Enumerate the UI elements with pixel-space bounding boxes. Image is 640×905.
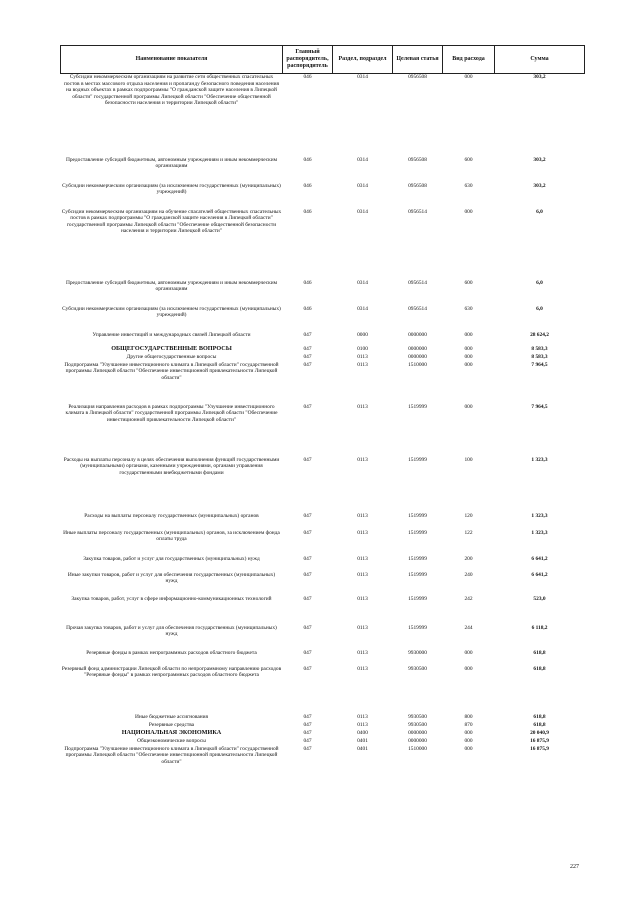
cell-sum: 303,2 [533, 156, 546, 163]
cell-target: 0956508 [408, 74, 427, 80]
cell-target: 0956508 [408, 156, 427, 163]
cell-admin: 047 [303, 571, 312, 578]
cell-section: 0314 [357, 208, 368, 215]
table-row [61, 332, 585, 346]
cell-admin: 047 [303, 729, 312, 736]
cell-admin: 047 [303, 353, 312, 360]
cell-section: 0113 [357, 403, 368, 410]
cell-expense: 244 [464, 624, 473, 631]
cell-expense: 000 [464, 208, 473, 215]
cell-sum: 16 875,9 [530, 737, 549, 744]
cell-target: 0000000 [408, 353, 427, 360]
cell-expense: 000 [464, 361, 473, 368]
cell-admin: 047 [303, 745, 312, 752]
cell-name: ОБЩЕГОСУДАРСТВЕННЫЕ ВОПРОСЫ [111, 344, 232, 352]
cell-target: 0000000 [408, 331, 427, 338]
cell-sum: 6 118,2 [531, 624, 548, 631]
cell-name: Субсидии некоммерческим организациям (за исключением государственных (муниципальных) учреждений) [62, 305, 281, 319]
header-sum: Сумма [495, 46, 585, 74]
table-row [61, 714, 585, 722]
table-row [61, 572, 585, 596]
cell-section: 0314 [357, 182, 368, 189]
page-number: 227 [570, 864, 579, 870]
cell-sum: 6,0 [536, 279, 543, 286]
cell-sum: 1 323,3 [531, 456, 548, 463]
cell-name: Субсидии некоммерческим организациям (за исключением государственных (муниципальных) учреждений) [62, 182, 281, 196]
cell-sum: 618,8 [533, 665, 546, 672]
cell-section: 0113 [357, 721, 368, 728]
table-row [61, 746, 585, 792]
cell-sum: 618,8 [533, 649, 546, 656]
table-row [61, 209, 585, 280]
cell-name: Расходы на выплаты персоналу государственных (муниципальных) органов [84, 512, 259, 519]
cell-sum: 303,2 [533, 182, 546, 189]
cell-target: 0000000 [408, 729, 427, 736]
table-row [61, 157, 585, 183]
cell-expense: 100 [464, 456, 473, 463]
cell-sum: 303,2 [533, 74, 546, 80]
cell-admin: 047 [303, 512, 312, 519]
cell-sum: 1 323,3 [531, 512, 548, 519]
table-row [61, 666, 585, 714]
cell-name: Прочая закупка товаров, работ и услуг для обеспечения государственных (муниципальных) нужд [66, 624, 277, 638]
cell-sum: 6 641,2 [531, 571, 548, 578]
cell-section: 0314 [357, 156, 368, 163]
cell-expense: 240 [464, 571, 473, 578]
cell-expense: 000 [464, 353, 473, 360]
header-name: Наименование показателя [61, 46, 283, 74]
cell-expense: 870 [464, 721, 473, 728]
cell-section: 0113 [357, 571, 368, 578]
cell-section: 0113 [357, 555, 368, 562]
table-row [61, 306, 585, 332]
cell-section: 0113 [357, 529, 368, 536]
cell-name: Иные выплаты персоналу государственных (муниципальных) органов, за исключением фонда оплаты труда [63, 529, 280, 543]
cell-target: 9930000 [408, 649, 427, 656]
table-row [61, 650, 585, 666]
table-row [61, 404, 585, 457]
cell-admin: 046 [303, 208, 312, 215]
cell-expense: 630 [464, 182, 473, 189]
cell-section: 0400 [357, 729, 368, 736]
cell-section: 0401 [357, 737, 368, 744]
cell-target: 0956514 [408, 208, 427, 215]
cell-admin: 047 [303, 331, 312, 338]
cell-section: 0100 [357, 345, 368, 352]
cell-target: 0000000 [408, 737, 427, 744]
table-row [61, 183, 585, 209]
cell-admin: 047 [303, 529, 312, 536]
cell-expense: 000 [464, 745, 473, 752]
table-row [61, 457, 585, 513]
cell-section: 0000 [357, 331, 368, 338]
cell-admin: 047 [303, 456, 312, 463]
cell-section: 0401 [357, 745, 368, 752]
cell-name: Расходы на выплаты персоналу в целях обеспечения выполнения функций государственными (муниципальными) органами, казенными учреждениями, органами управления государственными внебюджетными фондами [63, 456, 280, 476]
cell-admin: 046 [303, 182, 312, 189]
cell-section: 0113 [357, 361, 368, 368]
cell-target: 1510000 [408, 361, 427, 368]
table-row [61, 625, 585, 650]
cell-name: Закупка товаров, работ и услуг для государственных (муниципальных) нужд [83, 555, 260, 562]
cell-name: Подпрограмма "Улучшение инвестиционного климата в Липецкой области" государственной программы Липецкой области "Обеспечение инвестиционной привлекательности Липецкой области" [64, 361, 279, 381]
table-row [61, 346, 585, 354]
cell-expense: 242 [464, 595, 473, 602]
cell-name: Резервный фонд администрации Липецкой области по непрограммному направлению расходов "Резервные фонды" в рамках непрограммных расходов областного бюджета [61, 665, 282, 679]
cell-expense: 000 [464, 737, 473, 744]
cell-name: Субсидии некоммерческим организациям на развитие сети общественных спасательных постов в местах массового отдыха населения и пропаганду безопасного поведения населения на водных объектах в рамках подпрограммы "О гражданской защите населения в Липецкой области" государственной программы Липецкой области "Обеспечение общественной безопасности населения и территории Липецкой области" [63, 74, 280, 107]
cell-name: Иные бюджетные ассигнования [135, 713, 208, 720]
table-header-row [61, 46, 585, 74]
cell-sum: 28 624,2 [530, 331, 549, 338]
cell-admin: 047 [303, 665, 312, 672]
cell-section: 0113 [357, 512, 368, 519]
cell-name: Другие общегосударственные вопросы [126, 353, 217, 360]
cell-expense: 000 [464, 649, 473, 656]
cell-target: 1519999 [408, 403, 427, 410]
cell-name: Реализация направления расходов в рамках подпрограммы "Улучшение инвестиционного климата в Липецкой области" государственной программы Липецкой области "Обеспечение инвестиционной привлекательности Липецкой области" [65, 403, 278, 423]
cell-target: 1519999 [408, 624, 427, 631]
cell-admin: 047 [303, 713, 312, 720]
cell-sum: 8 583,3 [531, 345, 548, 352]
document-page [60, 45, 584, 792]
cell-admin: 047 [303, 624, 312, 631]
table-row [61, 513, 585, 530]
cell-admin: 047 [303, 345, 312, 352]
cell-target: 1519999 [408, 595, 427, 602]
cell-name: Подпрограмма "Улучшение инвестиционного климата в Липецкой области" государственной программы Липецкой области "Обеспечение инвестиционной привлекательности Липецкой области" [64, 745, 279, 765]
table-row [61, 596, 585, 625]
cell-admin: 047 [303, 721, 312, 728]
cell-target: 0956514 [408, 279, 427, 286]
cell-admin: 047 [303, 555, 312, 562]
table-row [61, 530, 585, 556]
cell-sum: 6,0 [536, 305, 543, 312]
cell-target: 0000000 [408, 345, 427, 352]
cell-admin: 047 [303, 403, 312, 410]
cell-sum: 1 323,3 [531, 529, 548, 536]
cell-sum: 523,0 [533, 595, 546, 602]
cell-sum: 6 641,2 [531, 555, 548, 562]
header-expense: Вид расхода [443, 46, 495, 74]
cell-name: Субсидии некоммерческим организациям на обучение спасателей общественных спасательных постов в рамках подпрограммы "О гражданской защите населения в Липецкой области" государственной программы Липецкой области "Обеспечение общественной безопасности населения и территории Липецкой области" [61, 208, 282, 235]
cell-target: 9930500 [408, 665, 427, 672]
cell-expense: 122 [464, 529, 473, 536]
cell-section: 0314 [357, 279, 368, 286]
cell-section: 0113 [357, 595, 368, 602]
table-row [61, 738, 585, 746]
cell-sum: 20 040,9 [530, 729, 549, 736]
cell-section: 0113 [357, 353, 368, 360]
cell-admin: 047 [303, 737, 312, 744]
cell-section: 0113 [357, 649, 368, 656]
cell-sum: 6,0 [536, 208, 543, 215]
cell-target: 9930500 [408, 721, 427, 728]
cell-target: 1519999 [408, 456, 427, 463]
cell-name: Иные закупки товаров, работ и услуг для обеспечения государственных (муниципальных) нужд [67, 571, 276, 585]
cell-admin: 046 [303, 305, 312, 312]
cell-name: Предоставление субсидий бюджетным, автономным учреждениям и иным некоммерческим организациям [65, 279, 278, 293]
cell-name: Резервные средства [148, 721, 195, 728]
cell-target: 0956514 [408, 305, 427, 312]
cell-admin: 046 [303, 156, 312, 163]
cell-admin: 047 [303, 649, 312, 656]
cell-expense: 630 [464, 305, 473, 312]
cell-sum: 618,8 [533, 721, 546, 728]
cell-target: 1519999 [408, 529, 427, 536]
cell-name: Предоставление субсидий бюджетным, автономным учреждениям и иным некоммерческим организациям [65, 156, 278, 170]
cell-expense: 000 [464, 403, 473, 410]
cell-admin: 047 [303, 595, 312, 602]
cell-expense: 120 [464, 512, 473, 519]
cell-expense: 200 [464, 555, 473, 562]
cell-target: 1519999 [408, 512, 427, 519]
cell-target: 1519999 [408, 555, 427, 562]
cell-section: 0314 [357, 74, 368, 80]
cell-expense: 000 [464, 345, 473, 352]
cell-sum: 7 964,5 [531, 403, 548, 410]
cell-sum: 8 583,3 [531, 353, 548, 360]
header-admin: Главный распорядитель, распорядитель [283, 46, 333, 74]
table-row [61, 362, 585, 404]
cell-section: 0113 [357, 624, 368, 631]
table-row [61, 730, 585, 738]
cell-sum: 16 875,9 [530, 745, 549, 752]
cell-expense: 000 [464, 331, 473, 338]
cell-section: 0314 [357, 305, 368, 312]
cell-expense: 600 [464, 279, 473, 286]
cell-target: 1519999 [408, 571, 427, 578]
cell-section: 0113 [357, 665, 368, 672]
header-section: Раздел, подраздел [333, 46, 393, 74]
cell-expense: 600 [464, 156, 473, 163]
cell-sum: 618,8 [533, 713, 546, 720]
table-row [61, 556, 585, 572]
cell-name: Управление инвестиций и международных связей Липецкой области [92, 331, 251, 338]
cell-expense: 800 [464, 713, 473, 720]
cell-name: Закупка товаров, работ, услуг в сфере информационно-коммуникационных технологий [71, 595, 272, 602]
cell-name: Общеэкономические вопросы [137, 737, 206, 744]
cell-sum: 7 964,5 [531, 361, 548, 368]
cell-section: 0113 [357, 713, 368, 720]
table-row [61, 74, 585, 157]
cell-name: НАЦИОНАЛЬНАЯ ЭКОНОМИКА [121, 728, 222, 736]
cell-admin: 047 [303, 361, 312, 368]
header-target: Целевая статья [393, 46, 443, 74]
table-row [61, 354, 585, 362]
table-body [61, 74, 585, 792]
cell-target: 9930500 [408, 713, 427, 720]
cell-name: Резервные фонды в рамках непрограммных расходов областного бюджета [86, 649, 257, 656]
cell-target: 0956508 [408, 182, 427, 189]
budget-table [60, 45, 585, 792]
cell-target: 1510000 [408, 745, 427, 752]
cell-admin: 046 [303, 74, 312, 80]
cell-expense: 000 [464, 74, 473, 80]
cell-admin: 046 [303, 279, 312, 286]
cell-expense: 000 [464, 665, 473, 672]
table-row [61, 280, 585, 306]
cell-section: 0113 [357, 456, 368, 463]
cell-expense: 000 [464, 729, 473, 736]
